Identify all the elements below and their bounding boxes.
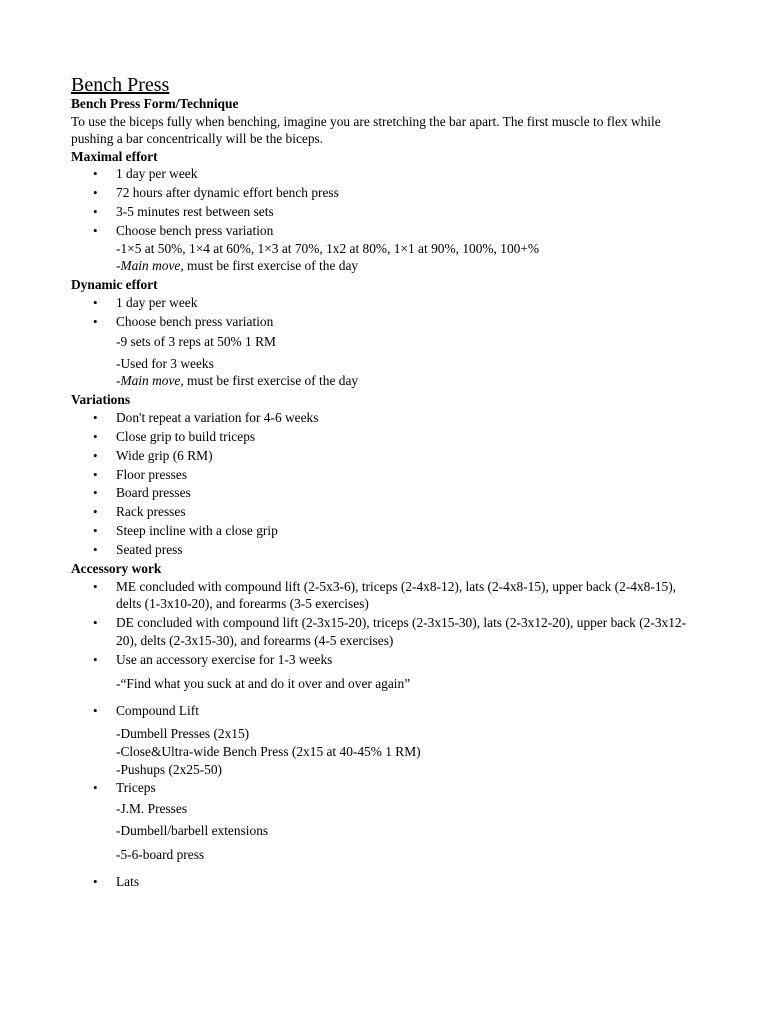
bullet-icon: • — [93, 615, 98, 631]
list-item: • Compound Lift -Dumbell Presses (2x15) -Close&Ultra-wide Bench Press (2x15 at 40-45% 1 RM) -Pushups (2x25-50) — [71, 702, 691, 778]
list-item: • 72 hours after dynamic effort bench press — [93, 185, 339, 201]
list-item: • Floor presses — [93, 466, 188, 482]
list-item: • 1 day per week — [93, 294, 198, 310]
dynamic-scheme: -9 sets of 3 reps at 50% 1 RM — [116, 334, 276, 350]
list-item: • Board presses — [93, 485, 191, 501]
variations-list — [71, 409, 691, 559]
list-item: • Don't repeat a variation for 4-6 weeks — [93, 409, 319, 425]
bullet-icon: • — [93, 223, 98, 239]
maximal-scheme: -1×5 at 50%, 1×4 at 60%, 1×3 at 70%, 1x2 at 80%, 1×1 at 90%, 100%, 100+% — [116, 240, 540, 256]
triceps-sub-item: -5-6-board press — [116, 847, 205, 863]
dynamic-duration: -Used for 3 weeks — [116, 355, 214, 371]
bullet-icon: • — [93, 428, 98, 444]
dynamic-heading: Dynamic effort — [71, 277, 158, 293]
bullet-icon: • — [93, 542, 98, 558]
list-item: • Lats — [93, 873, 140, 889]
variations-heading: Variations — [71, 392, 131, 408]
triceps-sub-item: -Dumbell/barbell extensions — [116, 822, 269, 838]
accessory-list — [71, 578, 691, 891]
compound-sub-item: -Pushups (2x25-50) — [116, 761, 223, 777]
list-item: • 3-5 minutes rest between sets — [93, 204, 274, 220]
bullet-icon: • — [93, 780, 98, 796]
list-item: • Seated press — [93, 542, 183, 558]
accessory-heading: Accessory work — [71, 561, 162, 576]
compound-sub-item: -Close&Ultra-wide Bench Press (2x15 at 40-45% 1 RM) — [116, 743, 421, 759]
form-heading: Bench Press Form/Technique — [71, 96, 239, 111]
bullet-icon: • — [93, 702, 98, 718]
list-item: • Close grip to build triceps — [93, 428, 256, 444]
bullet-icon: • — [93, 204, 98, 220]
bullet-icon: • — [93, 485, 98, 501]
triceps-sub-item: -J.M. Presses — [116, 801, 188, 817]
bullet-icon: • — [93, 166, 98, 182]
document-page — [71, 72, 691, 892]
bullet-icon: • — [93, 578, 98, 594]
list-item: • ME concluded with compound lift (2-5x3-6), triceps (2-4x8-12), lats (2-4x8-15), upper back (2-4x8-15), delts (1-3x10-20), and forearms (3-5 exercises) — [93, 578, 677, 612]
list-item: • Steep incline with a close grip — [93, 523, 278, 539]
dynamic-list — [71, 294, 691, 390]
bullet-icon: • — [93, 313, 98, 329]
bullet-icon: • — [93, 523, 98, 539]
bullet-icon: • — [93, 466, 98, 482]
compound-sub-item: -Dumbell Presses (2x15) — [116, 726, 250, 742]
list-item: • 1 day per week — [93, 166, 198, 182]
list-item: • Use an accessory exercise for 1-3 weeks -“Find what you suck at and do it over and over again” — [71, 651, 691, 693]
bullet-icon: • — [93, 409, 98, 425]
bullet-icon: • — [93, 447, 98, 463]
bullet-icon: • — [93, 651, 98, 667]
bullet-icon: • — [93, 294, 98, 310]
dynamic-note: -Main move, must be first exercise of the day — [116, 373, 359, 389]
list-item: • DE concluded with compound lift (2-3x15-20), triceps (2-3x15-30), lats (2-3x12-20), upper back (2-3x12-20), delts (2-3x15-30), and forearms (4-5 exercises) — [93, 615, 687, 648]
bullet-icon: • — [93, 873, 98, 889]
list-item: • Rack presses — [93, 504, 186, 520]
list-item: • Choose bench press variation -1×5 at 50%, 1×4 at 60%, 1×3 at 70%, 1x2 at 80%, 1×1 at 90%, 100%, 100+% -Main move, must be first exercise of the day — [71, 222, 691, 275]
form-text: To use the biceps fully when benching, imagine you are stretching the bar apart. The first muscle to flex while pushing a bar concentrically will be the biceps. — [71, 113, 661, 147]
page-title: Bench Press — [71, 74, 170, 96]
list-item: • Wide grip (6 RM) — [93, 447, 213, 463]
maximal-list — [71, 165, 691, 274]
bullet-icon: • — [93, 504, 98, 520]
maximal-heading: Maximal effort — [71, 148, 158, 164]
bullet-icon: • — [93, 185, 98, 201]
list-item: • Choose bench press variation -9 sets of 3 reps at 50% 1 RM -Used for 3 weeks -Main move, must be first exercise of the day — [71, 313, 691, 390]
maximal-note: -Main move, must be first exercise of the day — [116, 258, 359, 274]
accessory-quote: -“Find what you suck at and do it over and over again” — [116, 676, 411, 692]
list-item: • Triceps -J.M. Presses -Dumbell/barbell extensions -5-6-board press — [71, 779, 691, 863]
